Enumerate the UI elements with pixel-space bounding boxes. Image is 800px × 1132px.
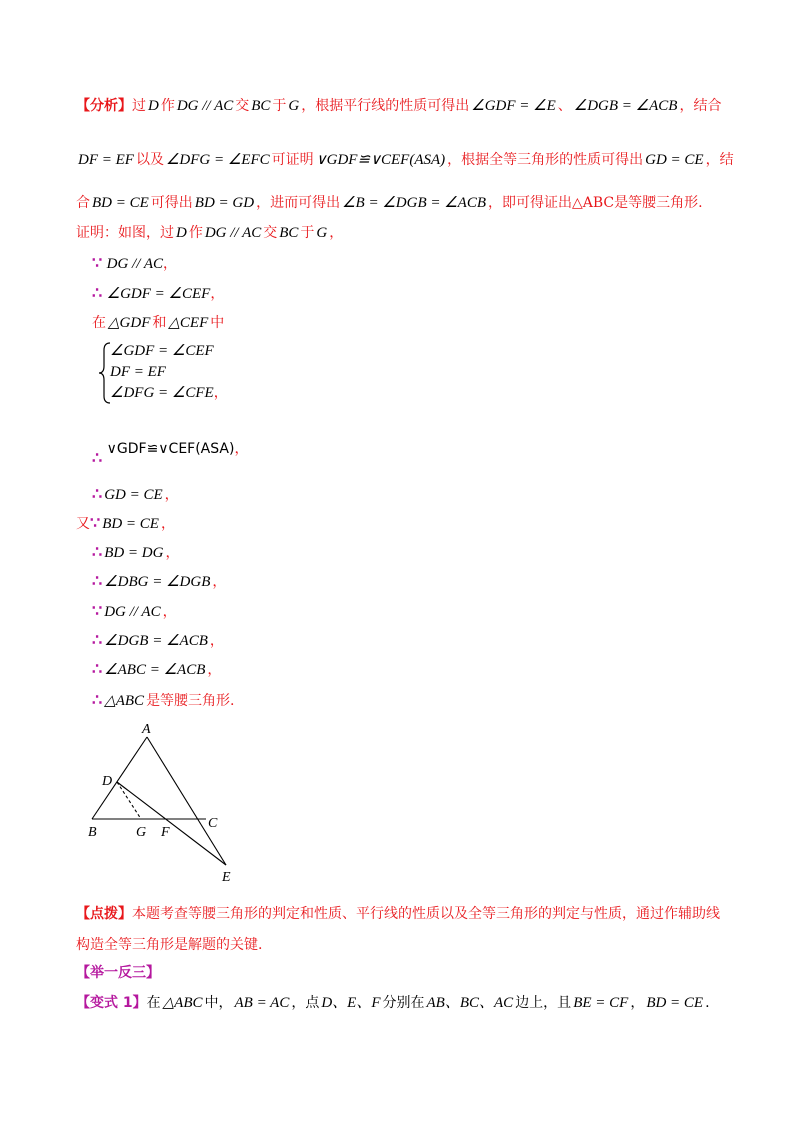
inline-math: ∠GDF = ∠E bbox=[471, 98, 556, 114]
proof-step-2 bbox=[92, 283, 224, 304]
label-F: F bbox=[161, 825, 170, 840]
proof-chain-line bbox=[92, 659, 221, 680]
inline-text: 交 bbox=[235, 98, 250, 114]
inline-text: 交 bbox=[263, 225, 278, 241]
analysis-line-2-text bbox=[76, 152, 734, 168]
label-B: B bbox=[88, 825, 97, 840]
proof-chain-line bbox=[92, 630, 224, 651]
inline-math: DF = EF bbox=[78, 152, 134, 168]
variant-text bbox=[147, 995, 710, 1011]
inline-math: △CEF bbox=[168, 315, 209, 331]
inline-text: ，进而可得出 bbox=[256, 195, 341, 211]
inline-text: 可证明 bbox=[271, 152, 314, 168]
segment-AE bbox=[147, 737, 226, 865]
chain-post: ， bbox=[209, 633, 224, 649]
chain-math: DG // AC bbox=[104, 604, 161, 620]
proof-intro bbox=[76, 223, 343, 243]
chain-post: ， bbox=[160, 516, 175, 532]
proof-chain-line bbox=[92, 601, 177, 622]
analysis-line-3-text bbox=[76, 195, 703, 211]
because-symbol: ∵ bbox=[90, 513, 101, 532]
inline-math: BE = CF bbox=[573, 995, 629, 1011]
chain-post: ， bbox=[164, 487, 179, 503]
inline-text: 过 bbox=[132, 98, 146, 114]
tip-text-1: 本题考查等腰三角形的判定和性质、平行线的性质以及全等三角形的判定与性质，通过作辅助线 bbox=[132, 906, 720, 922]
inline-text: ，根据全等三角形的性质可得出 bbox=[447, 152, 644, 168]
chain-post: ， bbox=[212, 574, 227, 590]
inline-text: 和 bbox=[152, 315, 167, 331]
inline-text: 中， bbox=[204, 995, 233, 1011]
proof-congruent-post: ， bbox=[234, 441, 249, 457]
proof-in-triangles bbox=[92, 313, 224, 333]
inline-math: D bbox=[176, 225, 187, 241]
inline-text: ，结 bbox=[705, 152, 734, 168]
system-eq-3: ∠DFG = ∠CFE bbox=[110, 385, 214, 401]
inline-math: BC bbox=[279, 225, 299, 241]
therefore-symbol: ∴ bbox=[92, 542, 103, 561]
proof-step-2-math: ∠GDF = ∠CEF bbox=[106, 286, 211, 302]
inline-math: ∠DFG = ∠EFC bbox=[165, 152, 270, 168]
inline-math: ∠DGB = ∠ACB bbox=[573, 98, 678, 114]
inline-text: 在 bbox=[146, 995, 161, 1011]
therefore-symbol: ∴ bbox=[92, 630, 103, 649]
congruent-math: ∨GDF≌∨CEF(ASA) bbox=[106, 441, 235, 457]
inline-math: DG // AC bbox=[176, 98, 234, 114]
analysis-tag: 【分析】 bbox=[76, 98, 132, 114]
proof-chain-line bbox=[92, 690, 235, 711]
chain-math: BD = DG bbox=[104, 545, 164, 561]
proof-step-1-math: DG // AC bbox=[106, 256, 164, 272]
inline-text: 于 bbox=[272, 98, 287, 114]
therefore-symbol: ∴ bbox=[92, 283, 103, 302]
therefore-symbol: ∴ bbox=[92, 659, 103, 678]
proof-chain-line bbox=[92, 484, 179, 505]
inline-math: GD = CE bbox=[645, 152, 704, 168]
therefore-symbol: ∴ bbox=[92, 571, 103, 590]
inline-text: 边上，且 bbox=[515, 995, 572, 1011]
inline-text: 中 bbox=[210, 315, 225, 331]
inline-text: 作 bbox=[160, 98, 175, 114]
chain-math: △ABC bbox=[104, 693, 145, 709]
label-A: A bbox=[142, 722, 151, 737]
inline-math: AB = AC bbox=[234, 995, 290, 1011]
chain-post: 是等腰三角形. bbox=[146, 693, 235, 709]
system-eq-3-row bbox=[110, 383, 228, 403]
chain-post: ， bbox=[207, 662, 222, 678]
inline-text: ，根据平行线的性质可得出 bbox=[301, 98, 470, 114]
inline-text: 作 bbox=[188, 225, 203, 241]
inline-math: BD = CE bbox=[646, 995, 704, 1011]
inline-text: ， bbox=[329, 225, 344, 241]
chain-math: BD = CE bbox=[102, 516, 159, 532]
inline-math: ∠B = ∠DGB = ∠ACB bbox=[342, 195, 486, 211]
inline-text: 于 bbox=[300, 225, 315, 241]
analysis-line-1 bbox=[76, 96, 721, 116]
label-D: D bbox=[102, 774, 113, 789]
system-eq-1: ∠GDF = ∠CEF bbox=[110, 343, 214, 359]
analysis-line-2 bbox=[76, 150, 734, 170]
label-E: E bbox=[222, 870, 231, 885]
inline-text: 在 bbox=[92, 315, 106, 331]
because-symbol: ∵ bbox=[92, 601, 103, 620]
proof-step-1-post: ， bbox=[163, 256, 178, 272]
chain-post: ， bbox=[162, 604, 177, 620]
inline-text: ， bbox=[630, 995, 645, 1011]
inline-text: ，即可得证出△ABC是等腰三角形. bbox=[488, 195, 703, 211]
proof-chain-line bbox=[76, 513, 175, 534]
variant-line bbox=[76, 993, 710, 1013]
inline-text: 合 bbox=[76, 195, 90, 211]
chain-math: ∠DGB = ∠ACB bbox=[104, 633, 208, 649]
inline-math: G bbox=[316, 225, 328, 241]
chain-post: ， bbox=[165, 545, 180, 561]
inline-math: BD = GD bbox=[194, 195, 255, 211]
triangle-figure bbox=[80, 715, 250, 885]
inline-math: △GDF bbox=[108, 315, 151, 331]
proof-chain-line bbox=[92, 542, 179, 563]
inline-text: ，点 bbox=[291, 995, 320, 1011]
proof-step-1 bbox=[92, 253, 177, 274]
chain-math: GD = CE bbox=[104, 487, 163, 503]
inline-text: 以及 bbox=[135, 152, 164, 168]
label-C: C bbox=[208, 816, 218, 831]
inline-text: 、 bbox=[557, 98, 572, 114]
inline-math: ∨GDF≌∨CEF(ASA) bbox=[315, 152, 446, 168]
inline-math: BC bbox=[251, 98, 271, 114]
proof-step-2-post: ， bbox=[210, 286, 225, 302]
chain-prefix: 又 bbox=[76, 516, 90, 532]
system-eq-2: DF = EF bbox=[110, 364, 166, 380]
chain-math: ∠DBG = ∠DGB bbox=[104, 574, 211, 590]
therefore-symbol: ∴ bbox=[92, 448, 103, 467]
inline-text: 可得出 bbox=[150, 195, 193, 211]
inline-text: 证明：如图，过 bbox=[76, 225, 174, 241]
therefore-symbol: ∴ bbox=[92, 690, 103, 709]
inline-text: 分别在 bbox=[382, 995, 425, 1011]
inline-math: DG // AC bbox=[204, 225, 262, 241]
analysis-line-1-text bbox=[132, 98, 721, 114]
analysis-line-3 bbox=[76, 193, 703, 213]
tip-line-2 bbox=[76, 935, 262, 955]
inline-math: D、E、F bbox=[321, 995, 381, 1011]
inline-math: D bbox=[148, 98, 159, 114]
inline-text: ，结合 bbox=[679, 98, 722, 114]
segment-AB bbox=[92, 737, 147, 819]
inline-math: AB、BC、AC bbox=[426, 995, 514, 1011]
chain-math: ∠ABC = ∠ACB bbox=[104, 662, 206, 678]
proof-intro-text bbox=[76, 225, 343, 241]
inline-math: △ABC bbox=[162, 995, 203, 1011]
proof-chain-line bbox=[92, 571, 226, 592]
tip-line-1 bbox=[76, 904, 720, 924]
proof-congruent bbox=[92, 438, 249, 467]
label-G: G bbox=[136, 825, 147, 840]
section-title: 【举一反三】 bbox=[76, 965, 160, 981]
because-symbol: ∵ bbox=[92, 253, 103, 272]
tip-tag: 【点拨】 bbox=[76, 906, 132, 922]
therefore-symbol: ∴ bbox=[92, 484, 103, 503]
tip-text-2: 构造全等三角形是解题的关键. bbox=[76, 937, 263, 953]
variant-tag: 【变式 1】 bbox=[76, 995, 147, 1011]
inline-math: G bbox=[288, 98, 300, 114]
segment-DG-dashed bbox=[117, 782, 141, 819]
system-post: ， bbox=[213, 385, 228, 401]
proof-in-triangles-text bbox=[92, 315, 224, 331]
inline-text: . bbox=[705, 995, 710, 1011]
inline-math: BD = CE bbox=[92, 195, 149, 211]
